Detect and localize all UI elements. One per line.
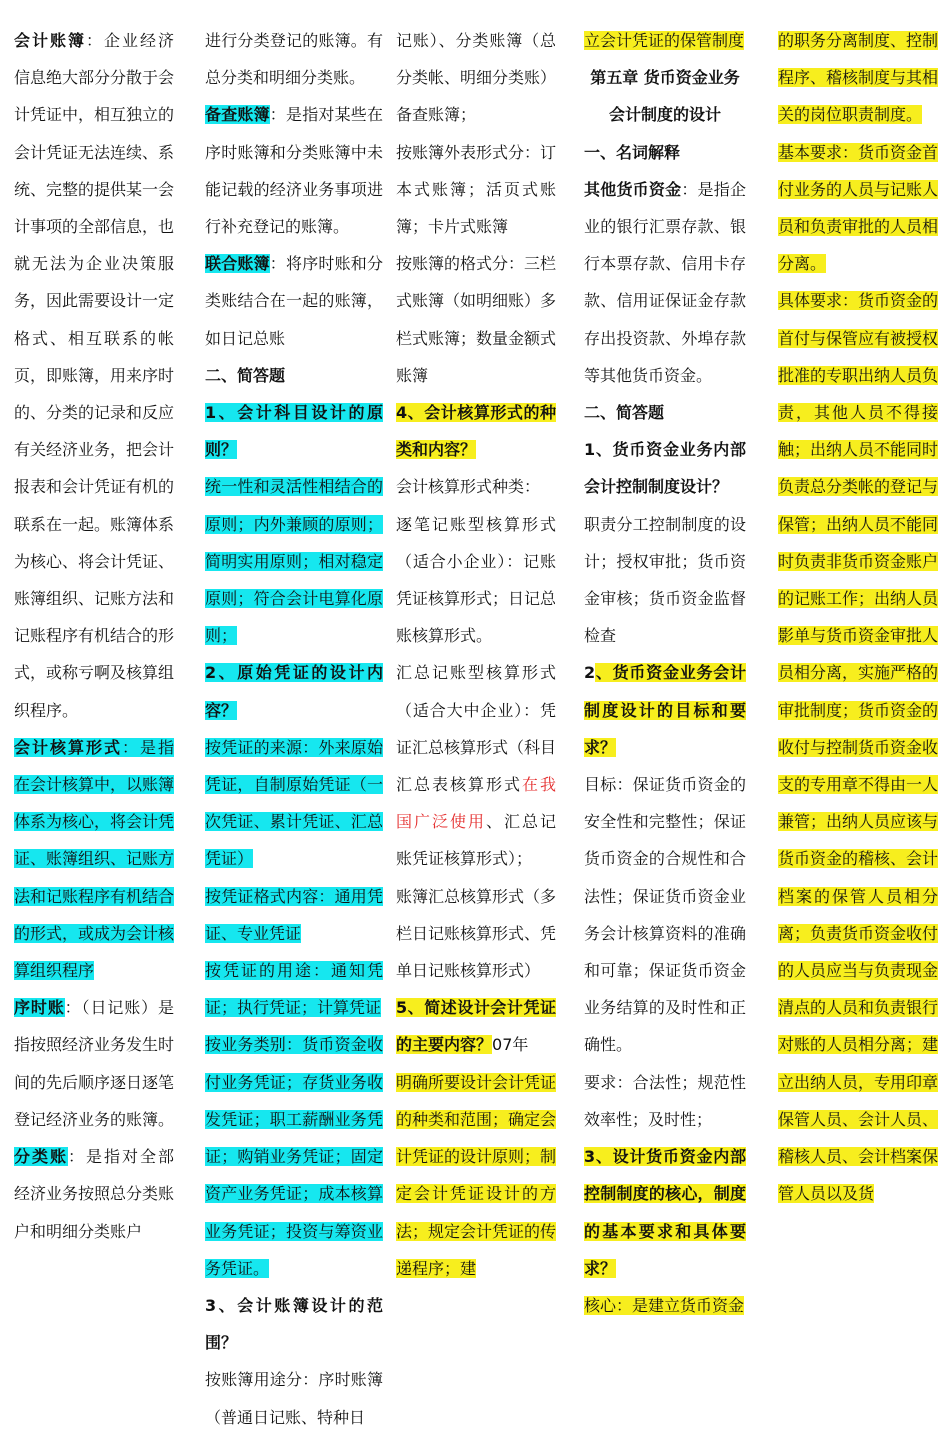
question-1 — [205, 394, 383, 468]
question-2-text: 2、原始凭证的设计内容？ — [205, 663, 383, 720]
answer-2-purpose — [205, 952, 383, 1026]
answer-5-cont-text: 立会计凭证的保管制度 — [584, 31, 745, 50]
section-heading-short-answer: 二、简答题 — [205, 365, 286, 385]
answer-ch5-1: 职责分工控制制度的设计；授权审批；货币资金审核；货币资金监督检查 — [584, 514, 746, 646]
answer-3-cont-3: 按账簿的格式分：三栏式账簿（如明细账）多栏式账簿；数量金额式账簿 — [396, 254, 557, 385]
question-4-text: 4、会计核算形式的种类和内容？ — [396, 403, 556, 460]
term-memo-books: 备查账簿 — [205, 105, 270, 125]
chapter-title: 第五章 货币资金业务会计制度的设计 — [590, 68, 740, 125]
answer-4-item-3: 账簿汇总核算形式（多栏日记账核算形式、凭单日记账核算形式） — [396, 886, 557, 981]
question-1-text: 1、会计科目设计的原则？ — [205, 403, 383, 460]
question-5-year: 07年 — [492, 1035, 529, 1055]
column-2 — [205, 22, 383, 1436]
question-ch5-2-text: 、货币资金业务会计制度设计的目标和要求？ — [584, 663, 746, 757]
column-3 — [396, 22, 556, 1287]
paragraph-other-funds — [584, 171, 746, 394]
question-ch5-2-num: 2 — [584, 663, 596, 683]
definition-ledger: ：是指对全部经济业务按照总分类账户和明细分类账户 — [14, 1147, 175, 1241]
definition-accounting-forms: ：是指在会计核算中，以账簿体系为核心，将会计凭证、账簿组织、记账方法和记账程序有机结合的形式，或成为会计核算组织程序 — [14, 737, 175, 981]
definition-accounting-books: ：企业经济信息绝大部分分散于会计凭证中，相互独立的会计凭证无法连续、系统、完整的提供某一会计事项的全部信息，也就无法为企业决策服务，因此需要设计一定格式、相互联系的帐页，即账簿，用来序时的、分类的记录和反应有关经济业务，把会计报表和会计凭证有机的联系在一起。账簿体系为核心、将会计凭证、账簿组织、记账方法和记账程序有机结合的形式，或称亏啊及核算组织程序。 — [14, 31, 175, 720]
answer-ch5-2-req: 要求：合法性；规范性效率性；及时性； — [584, 1072, 746, 1129]
paragraph-accounting-forms — [14, 729, 174, 989]
section-heading-short-answer-2: 二、简答题 — [584, 403, 665, 423]
answer-ch5-3 — [584, 1287, 746, 1324]
definition-other-funds: ：是指企业的银行汇票存款、银行本票存款、信用卡存款、信用证保证金存款存出投资款、外埠存款等其他货币资金。 — [584, 179, 746, 385]
question-2 — [205, 654, 383, 728]
answer-4-item-2-note: 在我国广泛使用 — [396, 775, 556, 832]
answer-1-text: 统一性和灵活性相结合的原则；内外兼顾的原则；简明实用原则；相对稳定原则；符合会计电算化原则； — [205, 477, 383, 646]
term-accounting-books: 会计账簿 — [14, 31, 86, 50]
answer-ch5-3-text: 核心：是建立货币资金 — [584, 1295, 745, 1315]
term-ledger: 分类账 — [14, 1147, 68, 1167]
term-accounting-forms: 会计核算形式 — [14, 737, 122, 757]
definition-memo-books: ：是指对某些在序时账簿和分类账簿中未能记载的经济业务事项进行补充登记的账簿。 — [205, 105, 383, 237]
paragraph-memo-books — [205, 96, 383, 245]
question-5 — [396, 989, 556, 1063]
answer-2-format-text: 按凭证格式内容：通用凭证、专业凭证 — [205, 886, 383, 943]
answer-ch5-3-specific-text: 具体要求：货币资金的首付与保管应有被授权批准的专职出纳人员负责，其他人员不得接触；出纳人员不能同时负责总分类帐的登记与保管；出纳人员不能同时负责非货币资金账户的记账工作；出纳人员影单与货币资金审批人员相分离，实施严格的审批制度；货币资金的收付与控制货币资金收支的专用章不得由一人兼管；出纳人员应该与货币资金的稽核、会计档案的保管人员相分离；负责货币资金收付的人员应当与负责现金清点的人员和负责银行对账的人员相分离；建立出纳人员，专用印章保管人员、会计人员、稽核人员、会计档案保管人员以及货 — [778, 291, 939, 1204]
answer-ch5-2-goal: 目标：保证货币资金的安全性和完整性；保证货币资金的合规性和合法性；保证货币资金业务会计核算资料的准确和可靠；保证货币资金业务结算的及时性和正确性。 — [584, 775, 746, 1055]
answer-4-item-2-b: 、汇总记账凭证核算形式）； — [396, 812, 556, 869]
question-5-text: 5、简述设计会计凭证的主要内容？ — [396, 998, 556, 1055]
term-joint-books: 联合账簿 — [205, 254, 270, 274]
answer-5-text: 明确所要设计会计凭证的种类和范围；确定会计凭证的设计原则；制定会计凭证设计的方法；规定会计凭证的传递程序；建 — [396, 1072, 557, 1278]
column-1 — [14, 22, 174, 1250]
answer-3-cont-2: 按账簿外表形式分：订本式账簿；活页式账簿；卡片式账簿 — [396, 142, 557, 237]
definition-journal: ：（日记账）是指按照经济业务发生时间的先后顺序逐日逐笔登记经济业务的账簿。 — [14, 998, 175, 1129]
answer-1 — [205, 468, 383, 654]
answer-ch5-3-basic-text: 基本要求：货币资金首付业务的人员与记账人员和负责审批的人员相分离。 — [778, 142, 939, 274]
answer-2-category-text: 按业务类别：货币资金收付业务凭证；存货业务收发凭证；职工薪酬业务凭证；购销业务凭证；固定资产业务凭证；成本核算业务凭证；投资与筹资业务凭证。 — [205, 1035, 383, 1278]
answer-2-purpose-text: 按凭证的用途：通知凭证；执行凭证；计算凭证 — [205, 961, 383, 1018]
column-4 — [584, 22, 746, 1324]
definition-joint-books: ：将序时账和分类账结合在一起的账簿，如日记总账 — [205, 254, 383, 348]
answer-2-format — [205, 878, 383, 952]
term-other-funds: 其他货币资金 — [584, 179, 682, 199]
paragraph-ledger — [14, 1138, 174, 1250]
question-3: 3、会计账簿设计的范围？ — [205, 1295, 383, 1353]
answer-5-cont — [584, 22, 746, 59]
answer-4-item-2-a: 汇总记账型核算形式（适合大中企业）：凭证汇总核算形式（科目汇总表核算形式 — [396, 663, 557, 795]
answer-ch5-3-basic — [778, 134, 938, 283]
answer-4-item-1: 逐笔记账型核算形式（适合小企业）：记账凭证核算形式；日记总账核算形式。 — [396, 514, 557, 646]
question-ch5-2 — [584, 654, 746, 766]
answer-4-item-2 — [396, 654, 556, 877]
paragraph-journal — [14, 989, 174, 1138]
answer-ch5-3-cont — [778, 22, 938, 134]
paragraph-ledger-cont: 进行分类登记的账簿。有总分类和明细分类账。 — [205, 31, 383, 88]
paragraph-accounting-books — [14, 22, 174, 729]
term-journal: 序时账 — [14, 998, 65, 1018]
question-4 — [396, 394, 556, 468]
answer-2-category — [205, 1026, 383, 1286]
answer-5 — [396, 1064, 556, 1287]
answer-2-source — [205, 729, 383, 878]
answer-3-cont-1: 记账）、分类账簿（总分类帐、明细分类账）备查账簿； — [396, 31, 557, 125]
answer-2-source-text: 按凭证的来源：外来原始凭证，自制原始凭证（一次凭证、累计凭证、汇总凭证） — [205, 737, 383, 869]
question-ch5-1: 1、货币资金业务内部会计控制制度设计？ — [584, 440, 746, 497]
answer-3: 按账簿用途分：序时账簿（普通日记账、特种日 — [205, 1370, 383, 1427]
question-ch5-3-text: 3、设计货币资金内部控制制度的核心，制度的基本要求和具体要求？ — [584, 1147, 746, 1278]
question-ch5-3 — [584, 1138, 746, 1287]
answer-ch5-3-cont-text: 的职务分离制度、控制程序、稽核制度与其相关的岗位职责制度。 — [778, 31, 939, 125]
column-5 — [778, 22, 938, 1213]
section-heading-terms: 一、名词解释 — [584, 142, 681, 162]
answer-4-intro: 会计核算形式种类： — [396, 477, 541, 497]
answer-ch5-3-specific — [778, 282, 938, 1212]
paragraph-joint-books — [205, 245, 383, 357]
